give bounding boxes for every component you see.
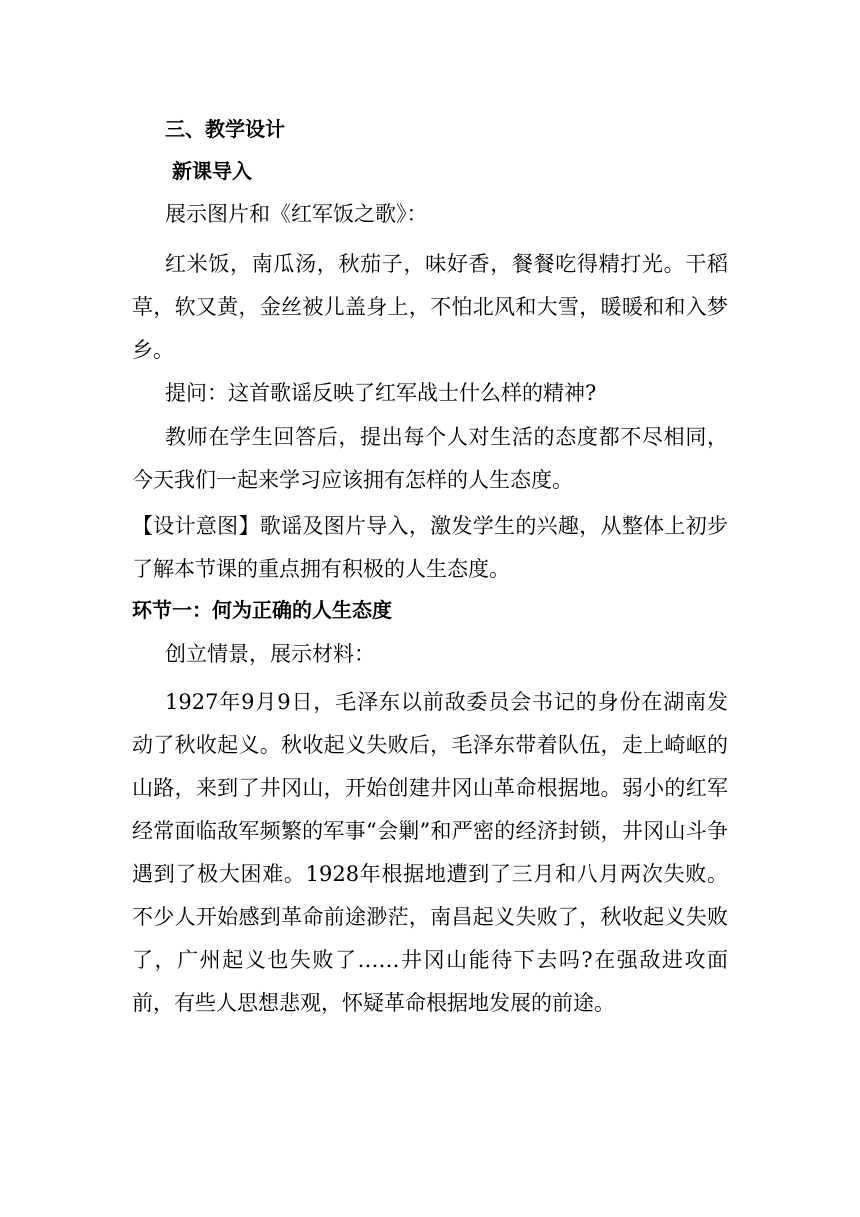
intro-paragraph: 展示图片和《红军饭之歌》： (165, 202, 428, 226)
document-body (132, 108, 728, 1025)
teacher-paragraph: 教师在学生回答后，提出每个人对生活的态度都不尽相同，今天我们一起来学习应该拥有怎样的人生态度。 (132, 425, 728, 492)
song-lyrics-paragraph: 红米饭，南瓜汤，秋茄子，味好香，餐餐吃得精打光。干稻草，软又黄，金丝被儿盖身上，不怕北风和大雪，暖暖和和入梦乡。 (132, 251, 728, 362)
material-paragraph: 1927年9月9日，毛泽东以前敌委员会书记的身份在湖南发动了秋收起义。秋收起义失败后，毛泽东带着队伍，走上崎岖的山路，来到了井冈山，开始创建井冈山革命根据地。弱小的红军经常面临敌军频繁的军事“会剿”和严密的经济封锁，井冈山斗争遇到了极大困难。1928年根据地遭到了三月和八月两次失败。不少人开始感到革命前途渺茫，南昌起义失败了，秋收起义失败了，广州起义也失败了……井冈山能待下去吗?在强敌进攻面前，有些人思想悲观，怀疑革命根据地发展的前途。 (132, 690, 728, 1015)
section-heading: 三、教学设计 (165, 117, 285, 141)
design-intent-paragraph: 【设计意图】歌谣及图片导入，激发学生的兴趣，从整体上初步了解本节课的重点拥有积极的人生态度。 (132, 514, 728, 581)
link1-heading: 环节一：何为正确的人生态度 (132, 598, 392, 622)
question-paragraph: 提问：这首歌谣反映了红军战士什么样的精神? (165, 380, 597, 405)
subsection-heading: 新课导入 (172, 158, 252, 183)
scenario-paragraph: 创立情景，展示材料： (165, 641, 375, 666)
